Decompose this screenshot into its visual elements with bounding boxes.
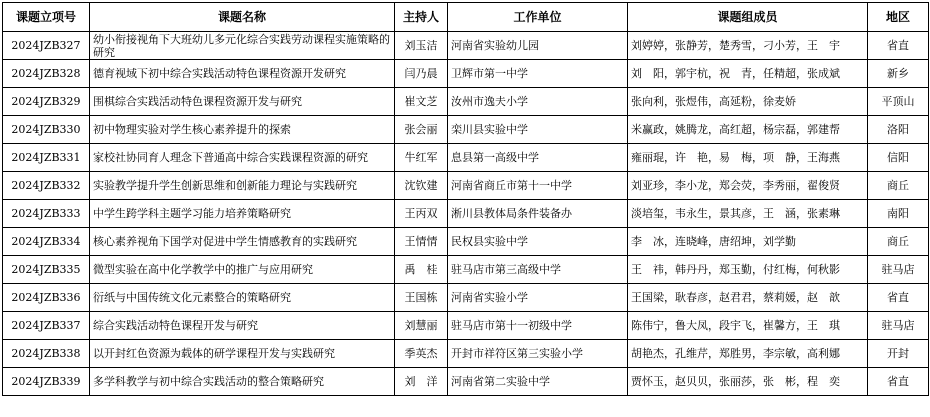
- cell-project-id: 2024JZB330: [3, 116, 90, 144]
- cell-project-id: 2024JZB327: [3, 32, 90, 60]
- cell-host: 沈钦建: [395, 172, 448, 200]
- cell-members: 雍丽琨，许 艳，易 梅，项 静，王海燕: [628, 144, 868, 172]
- cell-host: 刘慧丽: [395, 312, 448, 340]
- cell-region: 商丘: [868, 228, 929, 256]
- cell-members: 贾怀玉，赵贝贝，张丽莎，张 彬，程 奕: [628, 368, 868, 396]
- table-row: [3, 172, 929, 200]
- cell-project-id: 2024JZB338: [3, 340, 90, 368]
- cell-host: 闫乃晨: [395, 60, 448, 88]
- table-row: [3, 340, 929, 368]
- cell-project-title: 实验教学提升学生创新思维和创新能力理论与实践研究: [90, 172, 395, 200]
- cell-project-id: 2024JZB339: [3, 368, 90, 396]
- project-table: [2, 2, 929, 396]
- cell-region: 开封: [868, 340, 929, 368]
- table-row: [3, 200, 929, 228]
- table-row: [3, 116, 929, 144]
- cell-work-unit: 息县第一高级中学: [448, 144, 628, 172]
- cell-members: 刘 阳，郭宇杭，祝 青，任精超，张成斌: [628, 60, 868, 88]
- cell-host: 刘 洋: [395, 368, 448, 396]
- cell-members: 李 冰，连晓峰，唐绍坤，刘学勤: [628, 228, 868, 256]
- cell-host: 季英杰: [395, 340, 448, 368]
- cell-members: 陈伟宁，鲁大凤，段宇飞，崔馨方，王 琪: [628, 312, 868, 340]
- cell-project-id: 2024JZB332: [3, 172, 90, 200]
- cell-region: 南阳: [868, 200, 929, 228]
- column-header-id: 课题立项号: [3, 3, 90, 32]
- cell-project-id: 2024JZB328: [3, 60, 90, 88]
- cell-project-id: 2024JZB331: [3, 144, 90, 172]
- cell-work-unit: 淅川县教体局条件装备办: [448, 200, 628, 228]
- cell-members: 淡培玺，韦永生，景其彦，王 涵，张素琳: [628, 200, 868, 228]
- cell-project-title: 围棋综合实践活动特色课程资源开发与研究: [90, 88, 395, 116]
- cell-project-title: 微型实验在高中化学教学中的推广与应用研究: [90, 256, 395, 284]
- table-row: [3, 312, 929, 340]
- cell-project-title: 核心素养视角下国学对促进中学生情感教育的实践研究: [90, 228, 395, 256]
- cell-project-id: 2024JZB333: [3, 200, 90, 228]
- cell-project-id: 2024JZB335: [3, 256, 90, 284]
- cell-host: 王国栋: [395, 284, 448, 312]
- cell-host: 张会丽: [395, 116, 448, 144]
- cell-members: 张向利，张煜伟，高延粉，徐麦娇: [628, 88, 868, 116]
- cell-region: 省直: [868, 284, 929, 312]
- cell-host: 王丙双: [395, 200, 448, 228]
- column-header-members: 课题组成员: [628, 3, 868, 32]
- cell-project-id: 2024JZB329: [3, 88, 90, 116]
- cell-project-id: 2024JZB336: [3, 284, 90, 312]
- table-row: [3, 256, 929, 284]
- cell-work-unit: 驻马店市第十一初级中学: [448, 312, 628, 340]
- cell-project-title: 初中物理实验对学生核心素养提升的探索: [90, 116, 395, 144]
- cell-work-unit: 驻马店市第三高级中学: [448, 256, 628, 284]
- cell-project-title: 家校社协同育人理念下普通高中综合实践课程资源的研究: [90, 144, 395, 172]
- cell-project-id: 2024JZB334: [3, 228, 90, 256]
- table-row: [3, 32, 929, 60]
- table-header-row: [3, 3, 929, 32]
- cell-work-unit: 开封市祥符区第三实验小学: [448, 340, 628, 368]
- cell-work-unit: 栾川县实验中学: [448, 116, 628, 144]
- table-row: [3, 88, 929, 116]
- column-header-unit: 工作单位: [448, 3, 628, 32]
- table-row: [3, 60, 929, 88]
- cell-region: 平顶山: [868, 88, 929, 116]
- cell-work-unit: 卫辉市第一中学: [448, 60, 628, 88]
- cell-host: 王情情: [395, 228, 448, 256]
- cell-work-unit: 河南省实验小学: [448, 284, 628, 312]
- cell-region: 新乡: [868, 60, 929, 88]
- cell-host: 牛红军: [395, 144, 448, 172]
- cell-project-title: 中学生跨学科主题学习能力培养策略研究: [90, 200, 395, 228]
- cell-host: 刘玉洁: [395, 32, 448, 60]
- cell-project-title: 德育视域下初中综合实践活动特色课程资源开发研究: [90, 60, 395, 88]
- cell-project-id: 2024JZB337: [3, 312, 90, 340]
- cell-project-title: 以开封红色资源为载体的研学课程开发与实践研究: [90, 340, 395, 368]
- cell-work-unit: 汝州市逸夫小学: [448, 88, 628, 116]
- column-header-region: 地区: [868, 3, 929, 32]
- cell-work-unit: 河南省商丘市第十一中学: [448, 172, 628, 200]
- cell-members: 刘婷婷，张静芳，楚秀雪，刁小芳，王 宇: [628, 32, 868, 60]
- cell-project-title: 综合实践活动特色课程开发与研究: [90, 312, 395, 340]
- cell-region: 信阳: [868, 144, 929, 172]
- cell-work-unit: 河南省第二实验中学: [448, 368, 628, 396]
- cell-region: 洛阳: [868, 116, 929, 144]
- column-header-title: 课题名称: [90, 3, 395, 32]
- cell-members: 王国梁，耿春彦，赵君君，蔡莉媛，赵 歆: [628, 284, 868, 312]
- cell-members: 胡艳杰，孔维芹，郑胜男，李宗敏，高利娜: [628, 340, 868, 368]
- cell-region: 商丘: [868, 172, 929, 200]
- cell-host: 崔文芝: [395, 88, 448, 116]
- cell-region: 省直: [868, 32, 929, 60]
- cell-project-title: 幼小衔接视角下大班幼儿多元化综合实践劳动课程实施策略的研究: [90, 32, 395, 60]
- cell-project-title: 衍纸与中国传统文化元素整合的策略研究: [90, 284, 395, 312]
- cell-project-title: 多学科教学与初中综合实践活动的整合策略研究: [90, 368, 395, 396]
- table-row: [3, 228, 929, 256]
- table-row: [3, 368, 929, 396]
- table-row: [3, 144, 929, 172]
- cell-region: 驻马店: [868, 312, 929, 340]
- cell-region: 省直: [868, 368, 929, 396]
- cell-members: 米赢政，姚腾龙，高红超，杨宗磊，郭建帮: [628, 116, 868, 144]
- cell-work-unit: 民权县实验中学: [448, 228, 628, 256]
- cell-members: 王 祎，韩丹丹，郑玉勤，付红梅，何秋影: [628, 256, 868, 284]
- column-header-host: 主持人: [395, 3, 448, 32]
- table-row: [3, 284, 929, 312]
- cell-members: 刘亚珍，李小龙，郑会荧，李秀丽，翟俊贤: [628, 172, 868, 200]
- cell-work-unit: 河南省实验幼儿园: [448, 32, 628, 60]
- cell-region: 驻马店: [868, 256, 929, 284]
- cell-host: 禹 桂: [395, 256, 448, 284]
